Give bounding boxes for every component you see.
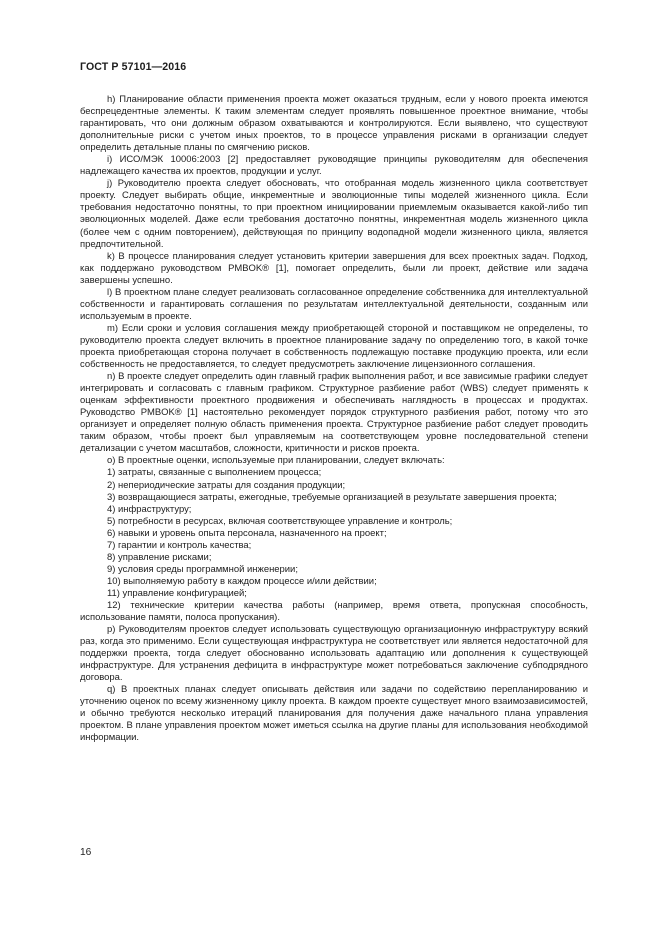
list-item-7: 7) гарантии и контроль качества; bbox=[107, 539, 252, 551]
list-item-8: 8) управление рисками; bbox=[107, 551, 212, 563]
list-item-3: 3) возвращающиеся затраты, ежегодные, требуемые организацией в результате завершения проекта; bbox=[107, 491, 557, 503]
list-item-12: 12) технические критерии качества работы (например, время ответа, пропускная способность, использование памяти, полоса пропускания). bbox=[80, 599, 588, 624]
paragraph-l: l) В проектном плане следует реализовать согласованное определение собственника для интеллектуальной собственности и гарантировать соглашения по результатам интеллектуальной деятельности, созданным или используемым в проекте. bbox=[80, 286, 588, 322]
paragraph-p: p) Руководителям проектов следует использовать существующую организационную инфраструктуру всякий раз, когда это применимо. Если существующая инфраструктура не соответствует или является недостаточной для поддержки проекта, тогда следует обоснованно использовать адаптацию или дополнения к существующей инфраструктуре. Для устранения дефицита в инфраструктуре может потребоваться заключение субподрядного договора. bbox=[80, 624, 588, 684]
list-item-6: 6) навыки и уровень опыта персонала, назначенного на проект; bbox=[107, 527, 387, 539]
list-item-11: 11) управление конфигурацией; bbox=[107, 587, 247, 599]
list-item-2: 2) непериодические затраты для создания продукции; bbox=[107, 479, 346, 491]
paragraph-j: j) Руководителю проекта следует обосновать, что отобранная модель жизненного цикла соответствует проекту. Следует выбирать общие, инкрементные и эволюционные типы моделей жизненного цикла. Если требования недостаточно понятны, то при проектном инициировании приемлемым оказывается какой-либо тип эволюционных моделей. Даже если требования достаточно понятны, инкрементная модель жизненного цикла (более чем с одним повторением), действующая по принципу водопадной модели жизненного цикла, является предпочтительной. bbox=[80, 178, 588, 250]
paragraph-o: o) В проектные оценки, используемые при планировании, следует включать: bbox=[107, 455, 445, 467]
list-item-5: 5) потребности в ресурсах, включая соответствующее управление и контроль; bbox=[107, 515, 453, 527]
document-body bbox=[80, 94, 588, 745]
list-item-9: 9) условия среды программной инженерии; bbox=[107, 563, 298, 575]
page-number: 16 bbox=[80, 847, 92, 858]
paragraph-n: n) В проекте следует определить один главный график выполнения работ, и все зависимые графики следует интегрировать и согласовать с главным графиком. Структурное разбиение работ (WBS) следует применять к оценкам эффективности проектного продвижения и обеспечивать наглядность в процессах и продуктах. Руководство PMBOK® [1] настоятельно рекомендует порядок структурного разбиения работ, потому что это организует и определяет полную область применения проекта. Структурное разбиение работ следует проводить таким образом, чтобы проект был управляемым на соответствующем уровне последовательной степени детализации с учетом масштабов, сложности, критичности и рисков проекта. bbox=[80, 371, 588, 455]
list-item-10: 10) выполняемую работу в каждом процессе и/или действии; bbox=[107, 575, 377, 587]
document-header: ГОСТ Р 57101—2016 bbox=[80, 61, 187, 73]
list-item-1: 1) затраты, связанные с выполнением процесса; bbox=[107, 467, 322, 479]
paragraph-q: q) В проектных планах следует описывать действия или задачи по содействию перепланированию и уточнению оценок по всему жизненному циклу проекта. В каждом проекте существует много взаимозависимостей, и обычно требуются несколько итераций планирования для получения даже начального плана управления проектом. В плане управления проектом может иметься ссылка на другие планы для использования необходимой информации. bbox=[80, 684, 588, 744]
paragraph-i: i) ИСО/МЭК 10006:2003 [2] предоставляет руководящие принципы руководителям для обеспечения надлежащего качества их проектов, продукции и услуг. bbox=[80, 154, 588, 178]
paragraph-m: m) Если сроки и условия соглашения между приобретающей стороной и поставщиком не определены, то руководителю проекта следует включить в проектное планирование задачу по определению того, в какой точке проекта приобретающая сторона получает в собственность подлежащую поставке продукцию проекта, или если собственность не предоставляется, то следует предусмотреть заключение лицензионного соглашения. bbox=[80, 322, 588, 371]
paragraph-k: k) В процессе планирования следует установить критерии завершения для всех проектных задач. Подход, как поддержано руководством PMBOK® [1], помогает определить, были ли проект, действие или задача завершены успешно. bbox=[80, 250, 588, 286]
paragraph-h: h) Планирование области применения проекта может оказаться трудным, если у нового проекта имеются беспрецедентные элементы. К таким элементам следует проявлять повышенное проектное внимание, чтобы гарантировать, что они должным образом охватываются и контролируются. Если выявлено, что существуют дополнительные риски с учетом иных проектов, то в процессе управления рисками в организации следует определить детальные планы по смягчению рисков. bbox=[80, 94, 588, 154]
list-item-4: 4) инфраструктуру; bbox=[107, 503, 192, 515]
